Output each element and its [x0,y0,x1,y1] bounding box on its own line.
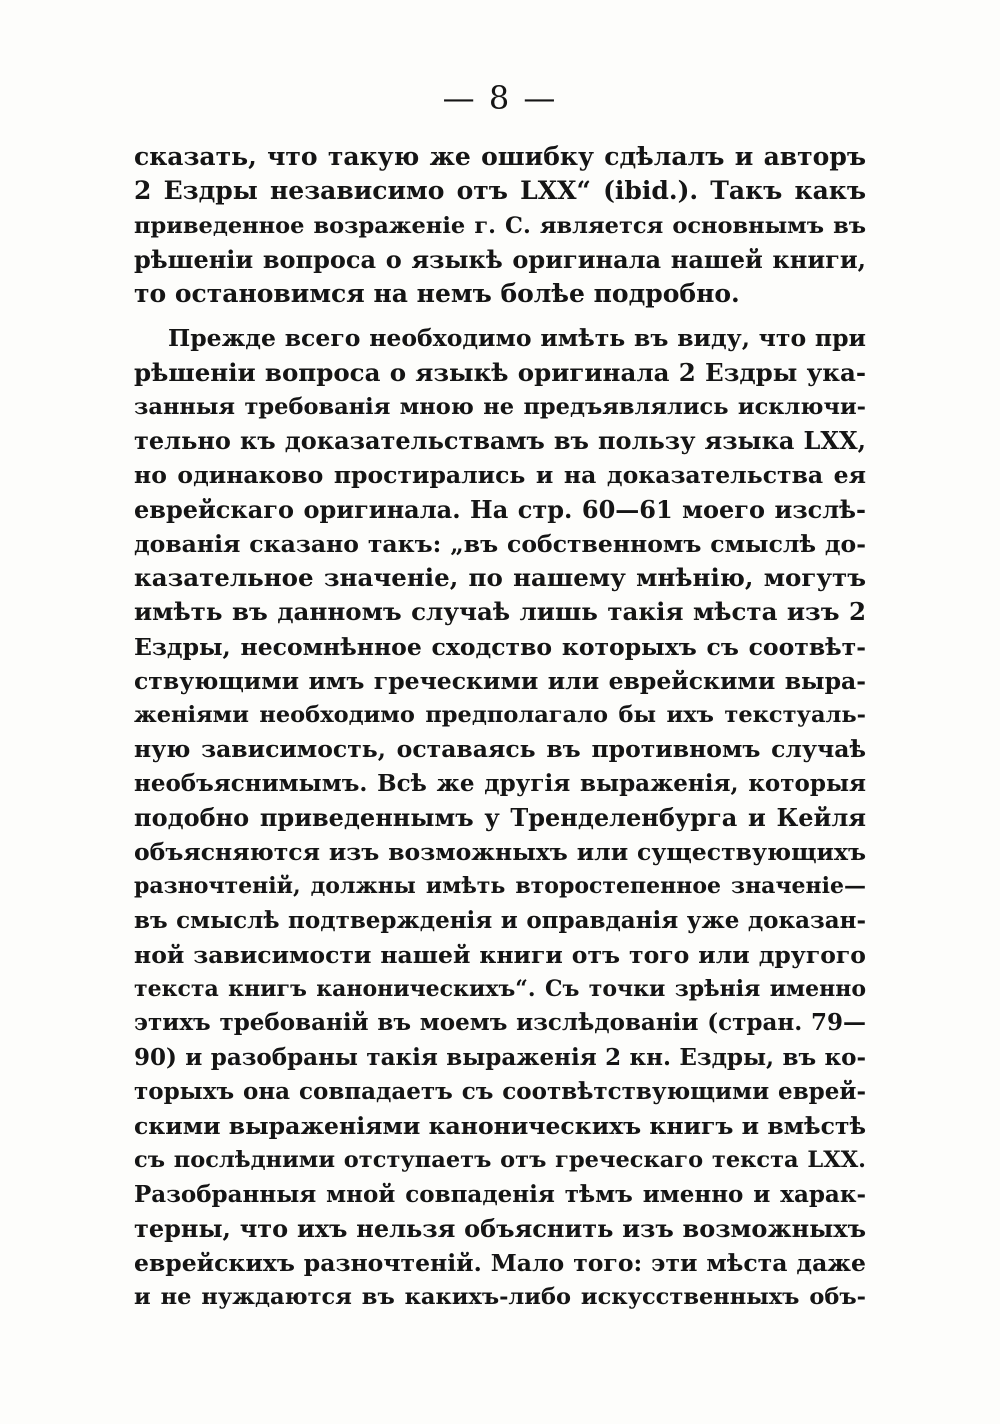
text-line: необъяснимымъ. Всѣ же другія выраженія, которыя [134,769,866,797]
text-line: этихъ требованій въ моемъ изслѣдованіи (стран. 79— [134,1009,866,1037]
text-line: рѣшеніи вопроса о языкѣ оригинала 2 Ездры ука- [134,357,866,387]
text-line: приведенное возраженіе г. С. является основнымъ въ [134,212,866,239]
text-line: съ послѣдними отступаетъ отъ греческаго текста LXX. [134,1147,866,1174]
text-line: и не нуждаются въ какихъ-либо искусственныхъ объ- [134,1284,866,1311]
text-line: занныя требованія мною не предъявлялись исключи- [134,393,866,420]
page-number: — 8 — [442,79,558,117]
text-line: Прежде всего необходимо имѣть въ виду, что при [168,324,866,353]
text-line: сказать, что такую же ошибку сдѣлалъ и авторъ [134,142,866,171]
text-line: то остановимся на немъ болѣе подробно. [134,279,740,308]
text-line: дованія сказано такъ: „въ собственномъ смыслѣ до- [134,529,866,558]
text-line: торыхъ она совпадаетъ съ соотвѣтствующими еврей- [134,1077,866,1105]
paragraph-1 [134,140,866,311]
paragraph-gap [134,311,866,321]
text-line: но одинаково простирались и на доказательства ея [134,461,866,490]
paragraph-2 [134,321,866,1314]
text-line: текста книгъ каноническихъ“. Съ точки зрѣнія именно [134,976,866,1002]
text-line: ную зависимость, оставаясь въ противномъ случаѣ [134,735,866,764]
body-text [134,140,866,1315]
text-line: объясняются изъ возможныхъ или существующихъ [134,838,866,866]
text-line: разночтеній, должны имѣть второстепенное значеніе— [134,873,866,900]
text-line: тельно къ доказательствамъ въ пользу языка LXX, [134,426,866,455]
text-line: Ездры, несомнѣнное сходство которыхъ съ соотвѣт- [134,632,866,661]
text-line: 2 Ездры независимо отъ LXX“ (ibid.). Такъ какъ [134,176,866,206]
text-line: еврейскихъ разночтеній. Мало того: эти мѣста даже [134,1249,866,1277]
text-line: рѣшеніи вопроса о языкѣ оригинала нашей книги, [134,244,866,274]
text-line: еврейскаго оригинала. На стр. 60—61 моего изслѣ- [134,494,866,524]
text-line: ной зависимости нашей книги отъ того или другого [134,940,866,969]
text-line: скими выраженіями каноническихъ книгъ и вмѣстѣ [134,1112,866,1140]
text-line: подобно приведеннымъ у Тренделенбурга и Кейля [134,802,866,832]
text-line: въ смыслѣ подтвержденія и оправданія уже доказан- [134,906,866,934]
text-line: Разобранныя мной совпаденія тѣмъ именно и харак- [134,1180,866,1208]
text-line: терны, что ихъ нельзя объяснить изъ возможныхъ [134,1213,866,1243]
text-line: ствующими имъ греческими или еврейскими выра- [134,666,866,695]
text-line: женіями необходимо предполагало бы ихъ текстуаль- [134,702,866,728]
text-line: 90) и разобраны такія выраженія 2 кн. Ездры, въ ко- [134,1043,866,1071]
text-line: казательное значеніе, по нашему мнѣнію, могутъ [134,563,866,592]
text-line: имѣть въ данномъ случаѣ лишь такія мѣста изъ 2 [134,597,866,627]
